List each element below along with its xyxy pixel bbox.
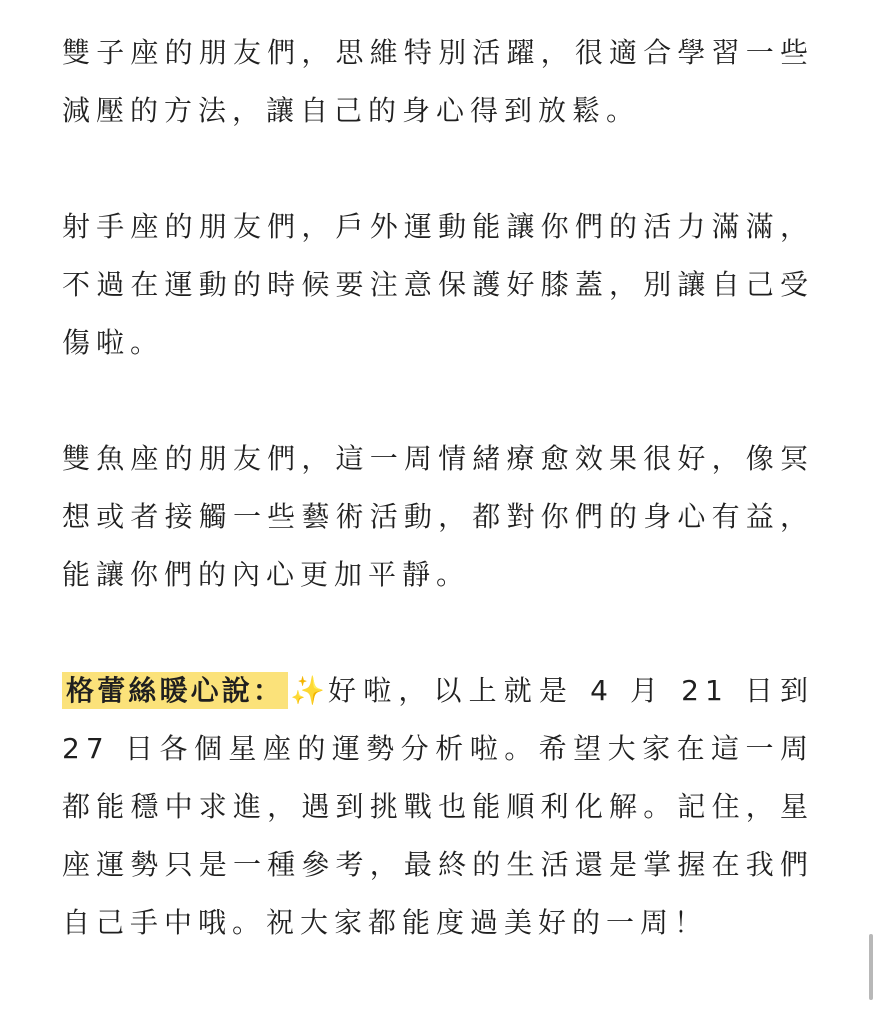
closing-label-highlight: 格蕾絲暖心說： — [62, 672, 288, 709]
closing-text: 好啦，以上就是 4 月 21 日到 27 日各個星座的運勢分析啦。希望大家在這一周都能穩中求進，遇到挑戰也能順利化解。記住，星座運勢只是一種參考，最終的生活還是掌握在我們自己手中哦。祝大家都能度過美好的一周！ — [62, 674, 814, 939]
paragraph-sagittarius: 射手座的朋友們，戶外運動能讓你們的活力滿滿，不過在運動的時候要注意保護好膝蓋，別讓自己受傷啦。 — [62, 210, 814, 359]
article-body — [62, 24, 814, 952]
sparkles-icon: ✨ — [290, 674, 325, 707]
scrollbar-thumb[interactable] — [869, 934, 873, 1000]
paragraph-gemini: 雙子座的朋友們，思維特別活躍，很適合學習一些減壓的方法，讓自己的身心得到放鬆。 — [62, 36, 814, 127]
paragraph-closing — [62, 662, 814, 952]
paragraph-pisces: 雙魚座的朋友們，這一周情緒療愈效果很好，像冥想或者接觸一些藝術活動，都對你們的身心有益，能讓你們的內心更加平靜。 — [62, 442, 814, 591]
